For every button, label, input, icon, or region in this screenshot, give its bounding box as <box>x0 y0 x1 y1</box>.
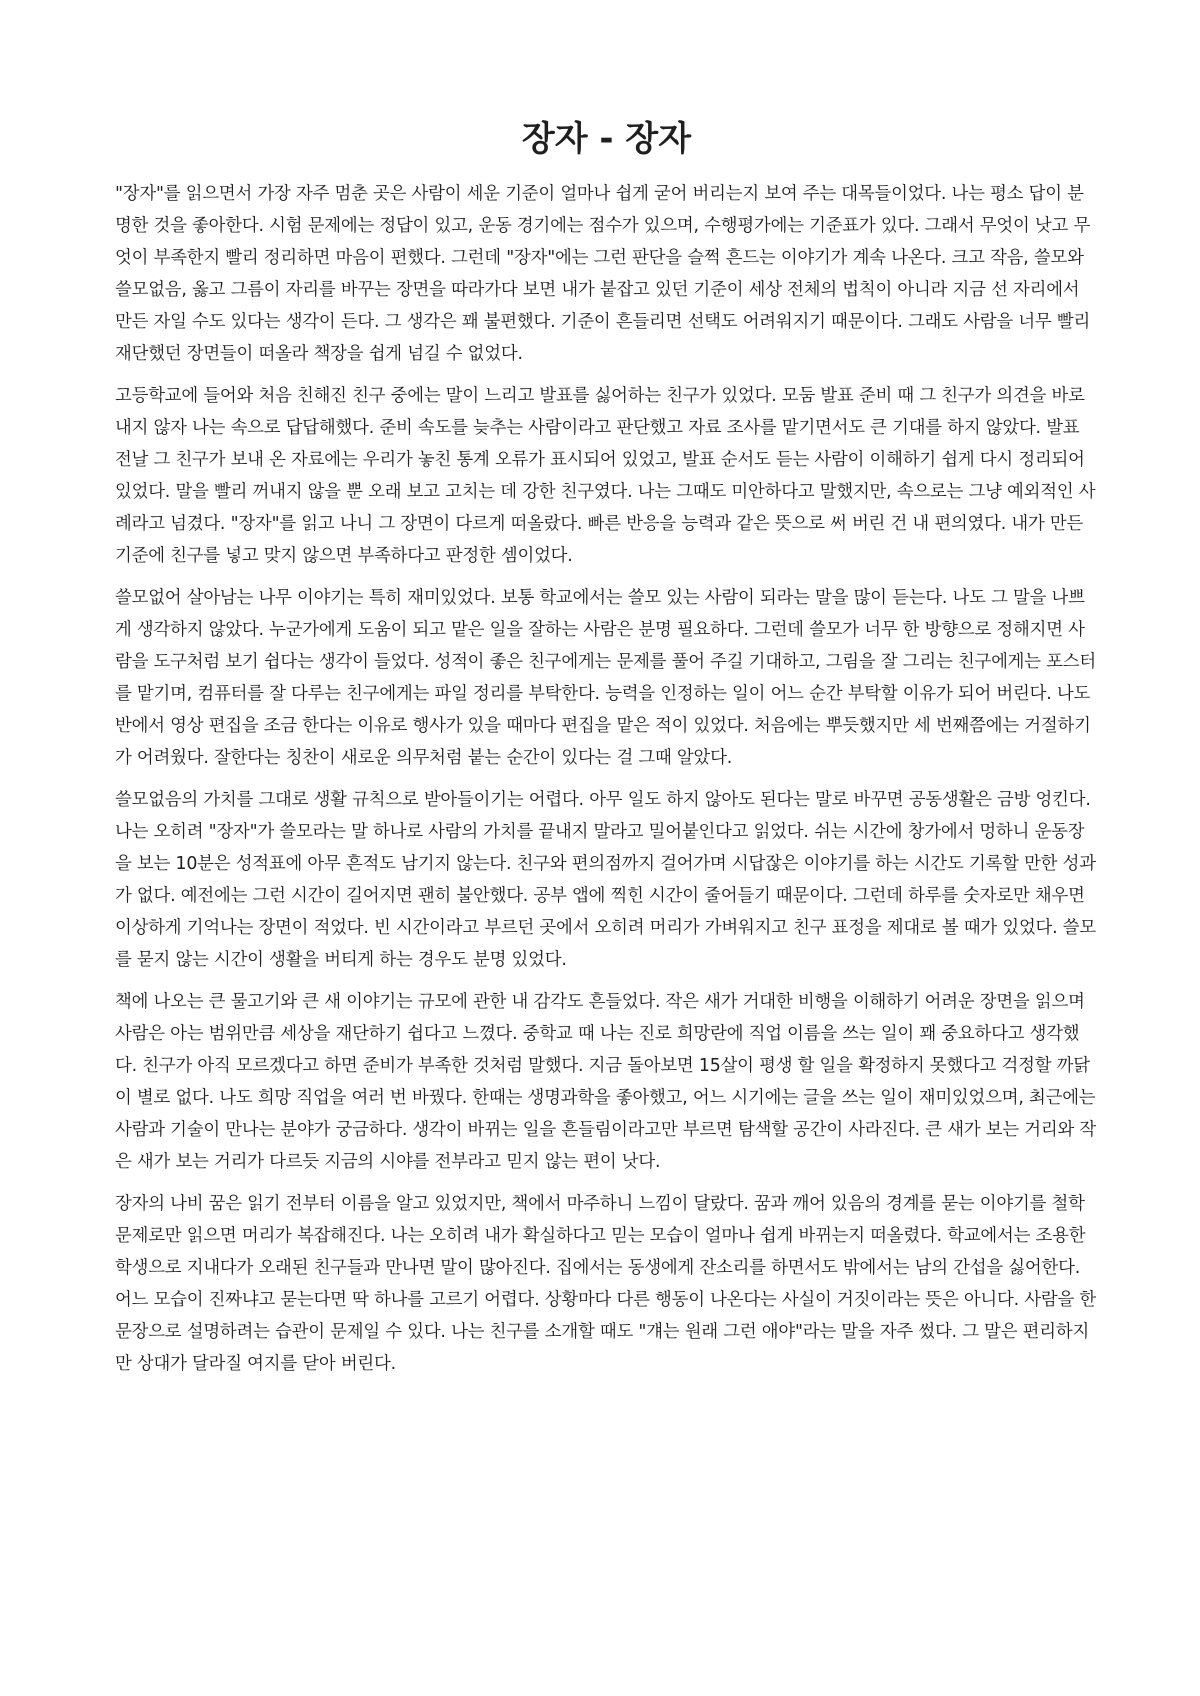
paragraph-1: "장자"를 읽으면서 가장 자주 멈춘 곳은 사람이 세운 기준이 얼마나 쉽게 굳어 버리는지 보여 주는 대목들이었다. 나는 평소 답이 분명한 것을 좋아한다. 시험 문제에는 정답이 있고, 운동 경기에는 점수가 있으며, 수행평가에는 기준표가 있다. 그래서 무엇이 낫고 무엇이 부족한지 빨리 정리하면 마음이 편했다. 그런데 "장자"에는 그런 판단을 슬쩍 흔드는 이야기가 계속 나온다. 크고 작음, 쓸모와 쓸모없음, 옳고 그름이 자리를 바꾸는 장면을 따라가다 보면 내가 붙잡고 있던 기준이 세상 전체의 법칙이 아니라 지금 선 자리에서 만든 자일 수도 있다는 생각이 든다. 그 생각은 꽤 불편했다. 기준이 흔들리면 선택도 어려워지기 때문이다. 그래도 사람을 너무 빨리 재단했던 장면들이 떠올라 책장을 쉽게 넘길 수 없었다. <box>115 184 1091 364</box>
paragraph-3: 쓸모없어 살아남는 나무 이야기는 특히 재미있었다. 보통 학교에서는 쓸모 있는 사람이 되라는 말을 많이 듣는다. 나도 그 말을 나쁘게 생각하지 않았다. 누군가에게 도움이 되고 맡은 일을 잘하는 사람은 분명 필요하다. 그런데 쓸모가 너무 한 방향으로 정해지면 사람을 도구처럼 보기 쉽다는 생각이 들었다. 성적이 좋은 친구에게는 문제를 풀어 주길 기대하고, 그림을 잘 그리는 친구에게는 포스터를 맡기며, 컴퓨터를 잘 다루는 친구에게는 파일 정리를 부탁한다. 능력을 인정하는 일이 어느 순간 부탁할 이유가 되어 버린다. 나도 반에서 영상 편집을 조금 한다는 이유로 행사가 있을 때마다 편집을 맡은 적이 있었다. 처음에는 뿌듯했지만 세 번째쯤에는 거절하기가 어려웠다. 잘한다는 칭찬이 새로운 의무처럼 붙는 순간이 있다는 걸 그때 알았다. <box>115 588 1097 768</box>
paragraph-6: 장자의 나비 꿈은 읽기 전부터 이름을 알고 있었지만, 책에서 마주하니 느낌이 달랐다. 꿈과 깨어 있음의 경계를 묻는 이야기를 철학 문제로만 읽으면 머리가 복잡해진다. 나는 오히려 내가 확실하다고 믿는 모습이 얼마나 쉽게 바뀌는지 떠올렸다. 학교에서는 조용한 학생으로 지내다가 오래된 친구들과 만나면 말이 많아진다. 집에서는 동생에게 잔소리를 하면서도 밖에서는 남의 간섭을 싫어한다. 어느 모습이 진짜냐고 묻는다면 딱 하나를 고르기 어렵다. 상황마다 다른 행동이 나온다는 사실이 거짓이라는 뜻은 아니다. 사람을 한 문장으로 설명하려는 습관이 문제일 수 있다. 나는 친구를 소개할 때도 "걔는 원래 그런 애야"라는 말을 자주 썼다. 그 말은 편리하지만 상대가 달라질 여지를 닫아 버린다. <box>115 1194 1097 1374</box>
paragraph-4: 쓸모없음의 가치를 그대로 생활 규칙으로 받아들이기는 어렵다. 아무 일도 하지 않아도 된다는 말로 바꾸면 공동생활은 금방 엉킨다. 나는 오히려 "장자"가 쓸모라는 말 하나로 사람의 가치를 끝내지 말라고 밀어붙인다고 읽었다. 쉬는 시간에 창가에서 멍하니 운동장을 보는 10분은 성적표에 아무 흔적도 남기지 않는다. 친구와 편의점까지 걸어가며 시답잖은 이야기를 하는 시간도 기록할 만한 성과가 없다. 예전에는 그런 시간이 길어지면 괜히 불안했다. 공부 앱에 찍힌 시간이 줄어들기 때문이다. 그런데 하루를 숫자로만 채우면 이상하게 기억나는 장면이 적었다. 빈 시간이라고 부르던 곳에서 오히려 머리가 가벼워지고 친구 표정을 제대로 볼 때가 있었다. 쓸모를 묻지 않는 시간이 생활을 버티게 하는 경우도 분명 있었다. <box>115 790 1097 970</box>
document-title: 장자 - 장자 <box>521 119 692 159</box>
paragraph-5: 책에 나오는 큰 물고기와 큰 새 이야기는 규모에 관한 내 감각도 흔들었다. 작은 새가 거대한 비행을 이해하기 어려운 장면을 읽으며 사람은 아는 범위만큼 세상을 재단하기 쉽다고 느꼈다. 중학교 때 나는 진로 희망란에 직업 이름을 쓰는 일이 꽤 중요하다고 생각했다. 친구가 아직 모르겠다고 하면 준비가 부족한 것처럼 말했다. 지금 돌아보면 15살이 평생 할 일을 확정하지 못했다고 걱정할 까닭이 별로 없다. 나도 희망 직업을 여러 번 바꿨다. 한때는 생명과학을 좋아했고, 어느 시기에는 글을 쓰는 일이 재미있었으며, 최근에는 사람과 기술이 만나는 분야가 궁금하다. 생각이 바뀌는 일을 흔들림이라고만 부르면 탐색할 공간이 사라진다. 큰 새가 보는 거리와 작은 새가 보는 거리가 다르듯 지금의 시야를 전부라고 믿지 않는 편이 낫다. <box>115 992 1097 1172</box>
paragraph-2: 고등학교에 들어와 처음 친해진 친구 중에는 말이 느리고 발표를 싫어하는 친구가 있었다. 모둠 발표 준비 때 그 친구가 의견을 바로 내지 않자 나는 속으로 답답해했다. 준비 속도를 늦추는 사람이라고 판단했고 자료 조사를 맡기면서도 큰 기대를 하지 않았다. 발표 전날 그 친구가 보내 온 자료에는 우리가 놓친 통계 오류가 표시되어 있었고, 발표 순서도 듣는 사람이 이해하기 쉽게 다시 정리되어 있었다. 말을 빨리 꺼내지 않을 뿐 오래 보고 고치는 데 강한 친구였다. 나는 그때도 미안하다고 말했지만, 속으로는 그냥 예외적인 사례라고 넘겼다. "장자"를 읽고 나니 그 장면이 다르게 떠올랐다. 빠른 반응을 능력과 같은 뜻으로 써 버린 건 내 편의였다. 내가 만든 기준에 친구를 넣고 맞지 않으면 부족하다고 판정한 셈이었다. <box>115 386 1096 566</box>
